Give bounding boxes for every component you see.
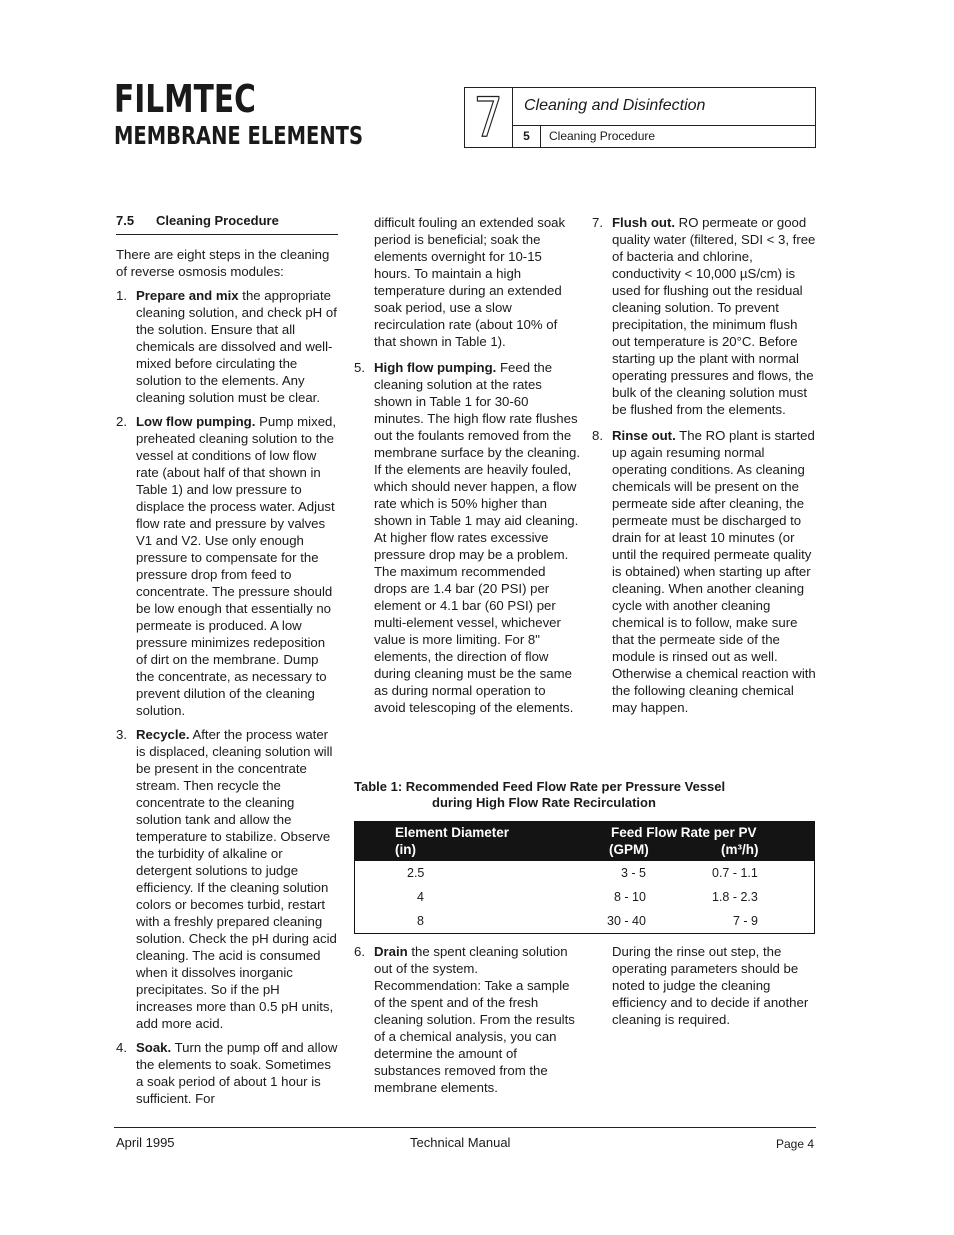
chapter-number: 7 [473,85,504,149]
footer-doc-title: Technical Manual [410,1135,511,1150]
cell-gpm: 8 - 10 [614,890,646,904]
section-number: 5 [513,126,541,147]
header-gpm-unit: (GPM) [609,842,649,857]
header-feed-flow: Feed Flow Rate per PV [611,825,757,840]
cell-diameter: 4 [417,890,424,904]
header-element-diameter-unit: (in) [395,842,416,857]
table-caption-line-2: during High Flow Rate Recirculation [432,795,656,810]
column-3 [592,214,816,716]
brand-logo [114,77,433,150]
step-2: 2. Low flow pumping. Pump mixed, preheated cleaning solution to the vessel at conditions of low flow rate (about half of that shown in Table 1) and low pressure to displace the process water. Adjust flow rate and pressure by valves V1 and V2. Use only enough pressure to compensate for the pressure drop from feed to concentrate. The pressure should be low enough that essentially no permeate is produced. A low pressure minimizes redeposition of dirt on the membrane. Dump the concentrate, as necessary to prevent dilution of the cleaning solution. [116,414,337,718]
cell-diameter: 2.5 [407,866,425,880]
step-8: 8. Rinse out. The RO plant is started up again resuming normal operating conditions. As cleaning chemicals will be present on the permeate side after cleaning, the permeate must be discharged to drain for at least 10 minutes (or until the required permeate quality is obtained) when starting up after cleaning. When another cleaning cycle with another cleaning chemical is to follow, make sure that the permeate side of the module is rinsed out as well. Otherwise a chemical reaction with the following cleaning chemical may happen. [592,428,816,715]
column-1 [116,212,338,1107]
step-3: 3. Recycle. After the process water is displaced, cleaning solution will be present in the concentrate stream. Then recycle the concentrate to the cleaning solution tank and allow the temperature to stabilize. Observe the turbidity of alkaline or detergent solutions to judge efficiency. If the cleaning solution colors or becomes turbid, restart with a freshly prepared cleaning solution. Check the pH during acid cleaning. The acid is consumed when it dissolves inorganic precipitates. So if the pH increases more than 0.5 pH units, add more acid. [116,727,337,1031]
step-1: 1. Prepare and mix the appropriate cleaning solution, and check pH of the solution. Ensure that all chemicals are dissolved and well-mixed before circulating the solution to the elements. Any cleaning solution must be clear. [116,288,337,405]
step-6: 6. Drain the spent cleaning solution out of the system. Recommendation: Take a sample of the spent and of the fresh cleaning solution. From the results of a chemical analysis, you can determine the amount of substances removed from the membrane elements. [354,944,575,1095]
rinse-note: During the rinse out step, the operating parameters should be noted to judge the cleaning efficiency and to decide if another cleaning is required. [612,944,809,1027]
table-caption-line-1: Table 1: Recommended Feed Flow Rate per Pressure Vessel [354,779,726,794]
table-row [355,909,814,933]
cell-gpm: 3 - 5 [621,866,647,880]
flow-rate-table [354,821,815,934]
brand-subtitle: MEMBRANE ELEMENTS [114,121,363,150]
step-5: 5. High flow pumping. Feed the cleaning solution at the rates shown in Table 1 for 30-60 minutes. The high flow rate flushes out the foulants removed from the membrane surface by the cleaning. If the elements are heavily fouled, which should never happen, a flow rate which is 50% higher than shown in Table 1 may aid cleaning. At higher flow rates excessive pressure drop may be a problem. The maximum recommended drops are 1.4 bar (20 PSI) per element or 4.1 bar (60 PSI) per multi-element vessel, whichever value is more limiting. For 8" elements, the direction of flow during cleaning must be the same as during normal operation to avoid telescoping of the elements. [354,360,580,715]
brand-title: FILMTEC [114,77,256,121]
section-heading [116,212,338,235]
chapter-title: Cleaning and Disinfection [513,88,815,126]
rinse-note-column [612,943,812,1028]
header-element-diameter: Element Diameter [395,825,510,840]
cell-m3h: 7 - 9 [733,914,759,928]
table-caption [354,779,814,811]
section-heading-number: 7.5 [116,213,135,228]
step-7: 7. Flush out. RO permeate or good quality water (filtered, SDI < 3, free of bacteria and chlorine, conductivity < 10,000 µS/cm) is used for flushing out the residual cleaning solution. To prevent precipitation, the minimum flush out temperature is 20°C. Before starting up the plant with normal operating pressures and flows, the bulk of the cleaning solution must be flushed from the elements. [592,215,816,417]
step-6-column [354,943,580,1096]
column-2 [354,214,580,716]
cell-m3h: 1.8 - 2.3 [712,890,758,904]
table-row [355,861,814,885]
cell-gpm: 30 - 40 [607,914,646,928]
intro-paragraph: There are eight steps in the cleaning of reverse osmosis modules: [116,247,330,279]
footer-divider [114,1127,816,1128]
cell-diameter: 8 [417,914,424,928]
step-4-continued: difficult fouling an extended soak period is beneficial; soak the elements overnight for 10-15 hours. To maintain a high temperature during an extended soak period, use a slow recirculation rate (about 10% of that shown in Table 1). [374,215,566,349]
footer-date: April 1995 [116,1135,175,1150]
chapter-number-box [465,85,513,149]
footer-page: Page 4 [776,1137,815,1151]
step-4: 4. Soak. Turn the pump off and allow the elements to soak. Sometimes a soak period of about 1 hour is sufficient. For [116,1040,338,1106]
cell-m3h: 0.7 - 1.1 [712,866,758,880]
table-header [355,822,814,861]
table-row [355,885,814,909]
section-heading-title: Cleaning Procedure [156,213,279,228]
section-title: Cleaning Procedure [549,129,656,143]
chapter-header-box [464,87,816,148]
header-m3h-unit: (m³/h) [721,842,759,857]
